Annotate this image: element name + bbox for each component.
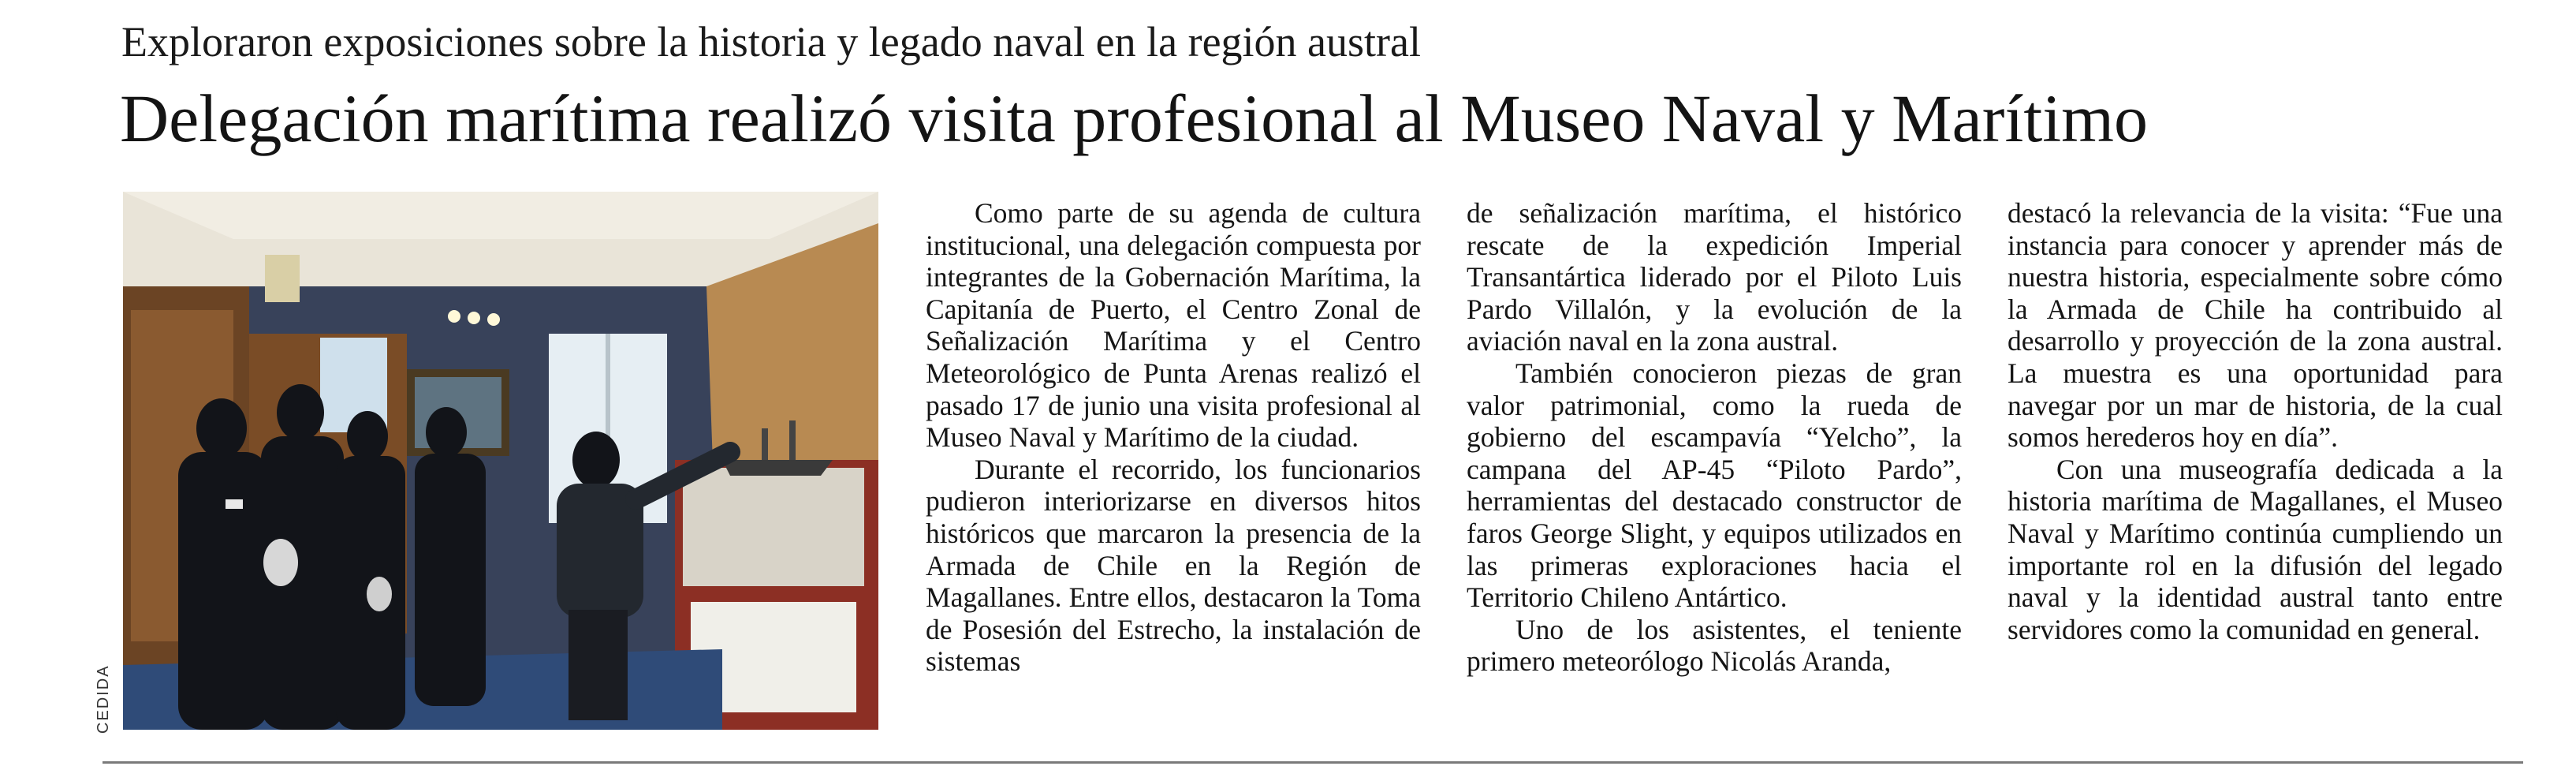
article-kicker: Exploraron exposiciones sobre la historia y legado naval en la región austral <box>121 18 1421 65</box>
article-column-2 <box>1467 197 1962 678</box>
bottom-rule <box>103 761 2523 764</box>
paragraph: destacó la relevancia de la visita: “Fue una instancia para conocer y aprender más de nuestra historia, especialmente sobre cómo la Armada de Chile ha contribuido al desarrollo y proyección de la zona austral. La muestra es una oportunidad para navegar por un mar de historia, de la cual somos herederos hoy en día”. <box>2007 197 2503 454</box>
paragraph: También conocieron piezas de gran valor patrimonial, como la rueda de gobierno del escampavía “Yelcho”, la campana del AP-45 “Piloto Pardo”, herramientas del destacado constructor de faros George Slight, y equipos utilizados en las primeras exploraciones hacia el Territorio Chileno Antártico. <box>1467 357 1962 614</box>
paragraph: de señalización marítima, el histórico rescate de la expedición Imperial Transantártica liderado por el Piloto Luis Pardo Villalón, y la evolución de la aviación naval en la zona austral. <box>1467 197 1962 357</box>
article-photo <box>123 192 878 730</box>
article-column-1 <box>926 197 1421 678</box>
article-headline: Delegación marítima realizó visita profesional al Museo Naval y Marítimo <box>120 80 2149 156</box>
photo-credit: CEDIDA <box>95 664 112 734</box>
article-column-3 <box>2007 197 2503 645</box>
paragraph: Durante el recorrido, los funcionarios pudieron interiorizarse en diversos hitos históricos que marcaron la presencia de la Armada de Chile en la Región de Magallanes. Entre ellos, destacaron la Toma de Posesión del Estrecho, la instalación de sistemas <box>926 453 1421 678</box>
paragraph: Como parte de su agenda de cultura institucional, una delegación compuesta por integrantes de la Gobernación Marítima, la Capitanía de Puerto, el Centro Zonal de Señalización Marítima y el Centro Meteorológico de Punta Arenas realizó el pasado 17 de junio una visita profesional al Museo Naval y Marítimo de la ciudad. <box>926 197 1421 454</box>
paragraph: Con una museografía dedicada a la historia marítima de Magallanes, el Museo Naval y Marítimo continúa cumpliendo un importante rol en la difusión del legado naval y la identidad austral tanto entre servidores como la comunidad en general. <box>2007 453 2503 645</box>
paragraph: Uno de los asistentes, el teniente primero meteorólogo Nicolás Aranda, <box>1467 613 1962 678</box>
